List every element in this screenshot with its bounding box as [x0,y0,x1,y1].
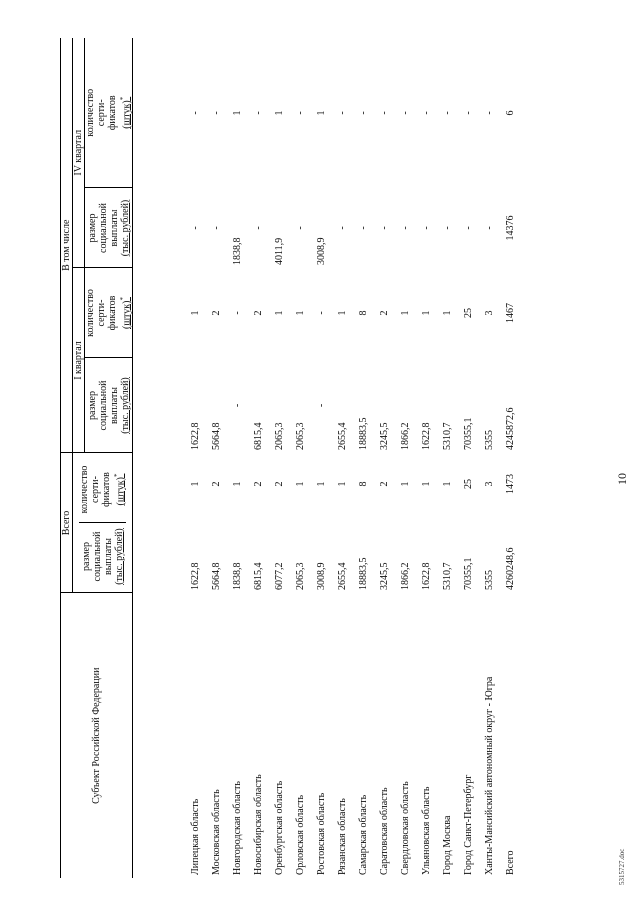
q1-count-cell: 1 [400,310,412,316]
q4-size-cell: - [400,226,412,230]
total-size-cell: 1838,8 [232,562,244,590]
table-row [227,38,248,878]
q4-count-cell: - [337,111,349,115]
q4-count-footnote-mark: * [119,96,127,101]
total-count-cell: 25 [463,479,475,489]
total-size-cell: 3245,5 [379,562,391,590]
q1-size-cell: 4245872,6 [505,407,517,450]
q4-size-cell: - [463,226,475,230]
region-cell: Всего [505,850,517,875]
q4-count-cell: 1 [232,110,244,116]
q1-size-cell: 2065,3 [295,422,307,450]
total-count-cell: 1 [232,481,244,487]
total-count-line4: (штук)* [113,473,127,506]
total-count-line1: количество [79,465,90,514]
q4-count-line4: (штук)* [119,96,133,129]
q4-size-line3: выплаты [108,209,120,247]
q1-size-cell: 3245,5 [379,422,391,450]
q1-count-cell: 2 [379,310,391,316]
total-count-cell: 3 [484,481,496,487]
region-cell: Новосибирская область [253,774,265,875]
q1-size-cell: 2655,4 [337,422,349,450]
table-row [269,38,290,878]
total-size-cell: 3008,9 [316,562,328,590]
q1-count-cell: 3 [484,310,496,316]
q1-count-cell: 1 [442,310,454,316]
q4-count-cell: - [400,111,412,115]
total-count-cell: 2 [253,481,265,487]
q4-size-cell: 3008,9 [316,237,328,265]
page-number: 10 [615,473,629,485]
table-row [290,38,311,878]
total-count-cell: 1 [190,481,202,487]
q4-size-cell: - [379,226,391,230]
q4-count-cell: - [421,111,433,115]
table-row [437,38,458,878]
total-count-cell: 1 [295,481,307,487]
table-total-row [500,38,521,878]
q1-count-line1: количество [85,289,96,337]
total-count-cell: 2 [274,481,286,487]
total-count-footnote-mark: * [113,473,121,478]
q4-size-line2: социальной [97,203,109,253]
q1-size-cell: 6815,4 [253,422,265,450]
q4-size-cell: - [337,226,349,230]
total-count-cell: 2 [379,481,391,487]
total-count-cell: 1473 [505,474,517,494]
q4-size-cell: - [358,226,370,230]
total-size-cell: 5310,7 [442,562,454,590]
region-cell: Самарская область [358,794,370,875]
table-row [416,38,437,878]
q1-count-cell: 2 [253,310,265,316]
total-size-cell: 6077,2 [274,562,286,590]
table-row [311,38,332,878]
table-row [248,38,269,878]
total-subheader [73,453,133,593]
table-row [185,38,206,878]
region-cell: Новгородская область [232,781,244,875]
q1-count-cell: 1 [190,310,202,316]
total-size-line4: (тыс. рублей) [113,528,125,585]
q4-size-cell: 1838,8 [232,237,244,265]
total-size-line2: социальной [91,531,103,582]
q1-count-line3: фикатов [107,295,118,331]
q4-size-line1: размер [86,213,98,243]
q1-size-cell: - [316,403,328,408]
total-size-cell: 4260248,6 [505,547,517,590]
q4-count-cell: - [253,111,265,115]
q4-size-cell: - [484,226,496,230]
q1-count-cell: 2 [211,310,223,316]
q4-size-header [85,188,133,268]
q1-count-cell: - [316,311,328,315]
total-size-cell: 5355 [484,570,496,590]
q1-count-footnote-mark: * [119,297,127,301]
region-cell: Оренбургская область [274,780,286,875]
q4-count-cell: - [358,111,370,115]
document-code: 5315727.doc [618,848,626,885]
q1-size-line3: выплаты [108,386,120,425]
q4-size-cell: - [421,226,433,230]
q4-header: IV квартал [73,38,85,268]
total-size-cell: 2655,4 [337,562,349,590]
total-size-cell: 5664,8 [211,562,223,590]
in-number-header: В том числе [61,38,73,453]
table-row [206,38,227,878]
table-row [374,38,395,878]
q4-size-cell: - [442,226,454,230]
q4-count-cell: - [190,111,202,115]
q1-count-cell: 25 [463,308,475,318]
q4-count-cell: - [211,111,223,115]
q4-count-cell: 1 [274,110,286,116]
q1-count-cell: 1467 [505,303,517,323]
total-count-cell: 1 [337,481,349,487]
total-size-cell: 1866,2 [400,562,412,590]
total-count-cell: 1 [421,481,433,487]
q1-header: I квартал [73,268,85,453]
q1-count-cell: 8 [358,310,370,316]
q4-count-cell: 6 [505,110,517,116]
table-row [479,38,500,878]
q1-count-cell: 1 [295,310,307,316]
total-count-line3: фикатов [101,472,112,507]
region-cell: Рязанская область [337,798,349,875]
q1-size-cell: 5664,8 [211,422,223,450]
q4-size-cell: 4011,9 [274,237,286,265]
total-count-cell: 2 [211,481,223,487]
total-size-cell: 1622,8 [190,562,202,590]
q1-size-cell: 1622,8 [421,422,433,450]
q4-size-cell: - [295,226,307,230]
q4-count-cell: - [484,111,496,115]
q1-size-line4: (тыс. рублей) [119,377,131,434]
q4-count-line2: серти- [96,99,107,127]
q1-size-cell: 2065,3 [274,422,286,450]
q1-count-cell: 1 [337,310,349,316]
q4-count-cell: - [295,111,307,115]
q1-size-cell: 18883,5 [358,417,370,450]
region-cell: Город Санкт-Петербург [463,774,475,875]
q1-size-line2: социальной [97,380,109,431]
total-group-header: Всего [61,453,73,593]
q1-count-line4: (штук)* [119,297,133,329]
total-size-line1: размер [80,542,92,572]
subject-header: Субъект Российской Федерации [61,593,133,878]
q4-count-cell: 1 [316,110,328,116]
table-row [395,38,416,878]
total-size-cell: 1622,8 [421,562,433,590]
total-size-cell: 2065,3 [295,562,307,590]
region-cell: Ростовская область [316,792,328,875]
region-cell: Ханты-Мансийский автономный округ - Югра [484,676,496,875]
region-cell: Свердловская область [400,781,412,875]
total-size-cell: 18883,5 [358,557,370,590]
region-cell: Саратовская область [379,787,391,875]
region-cell: Ульяновская область [421,786,433,875]
q4-count-cell: - [379,111,391,115]
header-row-1 [61,38,73,878]
total-count-cell: 8 [358,481,370,487]
total-size-cell: 6815,4 [253,562,265,590]
q1-size-cell: 5310,7 [442,422,454,450]
q4-count-cell: - [463,111,475,115]
total-subheader-layout [79,457,126,590]
total-size-header [79,523,126,590]
q1-count-cell: 1 [274,310,286,316]
q1-count-line2: серти- [96,299,107,327]
region-cell: Орловская область [295,794,307,875]
q1-count-header [85,268,133,358]
q4-size-cell: - [190,226,202,230]
q1-size-cell: 1622,8 [190,422,202,450]
table-row [332,38,353,878]
q1-count-cell: - [232,311,244,315]
q4-size-cell: - [253,226,265,230]
q1-size-cell: 70355,1 [463,417,475,450]
q4-size-cell: - [211,226,223,230]
q4-count-line1: количество [85,88,96,137]
region-cell: Московская область [211,789,223,875]
q4-count-cell: - [442,111,454,115]
q4-size-line4: (тыс. рублей) [119,199,131,257]
q4-size-cell: 14376 [505,215,517,241]
header-spacer-row [133,38,186,878]
total-size-line3: выплаты [102,537,114,576]
q1-size-header [85,358,133,453]
q1-size-cell: 1866,2 [400,422,412,450]
q1-count-cell: 1 [421,310,433,316]
table-body [185,38,521,878]
q1-size-line1: размер [86,391,98,421]
total-count-cell: 1 [442,481,454,487]
certificates-table [60,38,521,878]
total-count-header [79,457,126,524]
total-size-cell: 70355,1 [463,557,475,590]
region-cell: Город Москва [442,815,454,875]
total-count-cell: 1 [400,481,412,487]
total-count-cell: 1 [316,481,328,487]
q1-size-cell: - [232,403,244,408]
total-count-line2: серти- [90,476,101,503]
table-row [458,38,479,878]
q4-count-line3: фикатов [107,95,118,131]
region-cell: Липецкая область [190,798,202,875]
q1-size-cell: 5355 [484,430,496,450]
table-row [353,38,374,878]
q4-count-header [85,38,133,188]
